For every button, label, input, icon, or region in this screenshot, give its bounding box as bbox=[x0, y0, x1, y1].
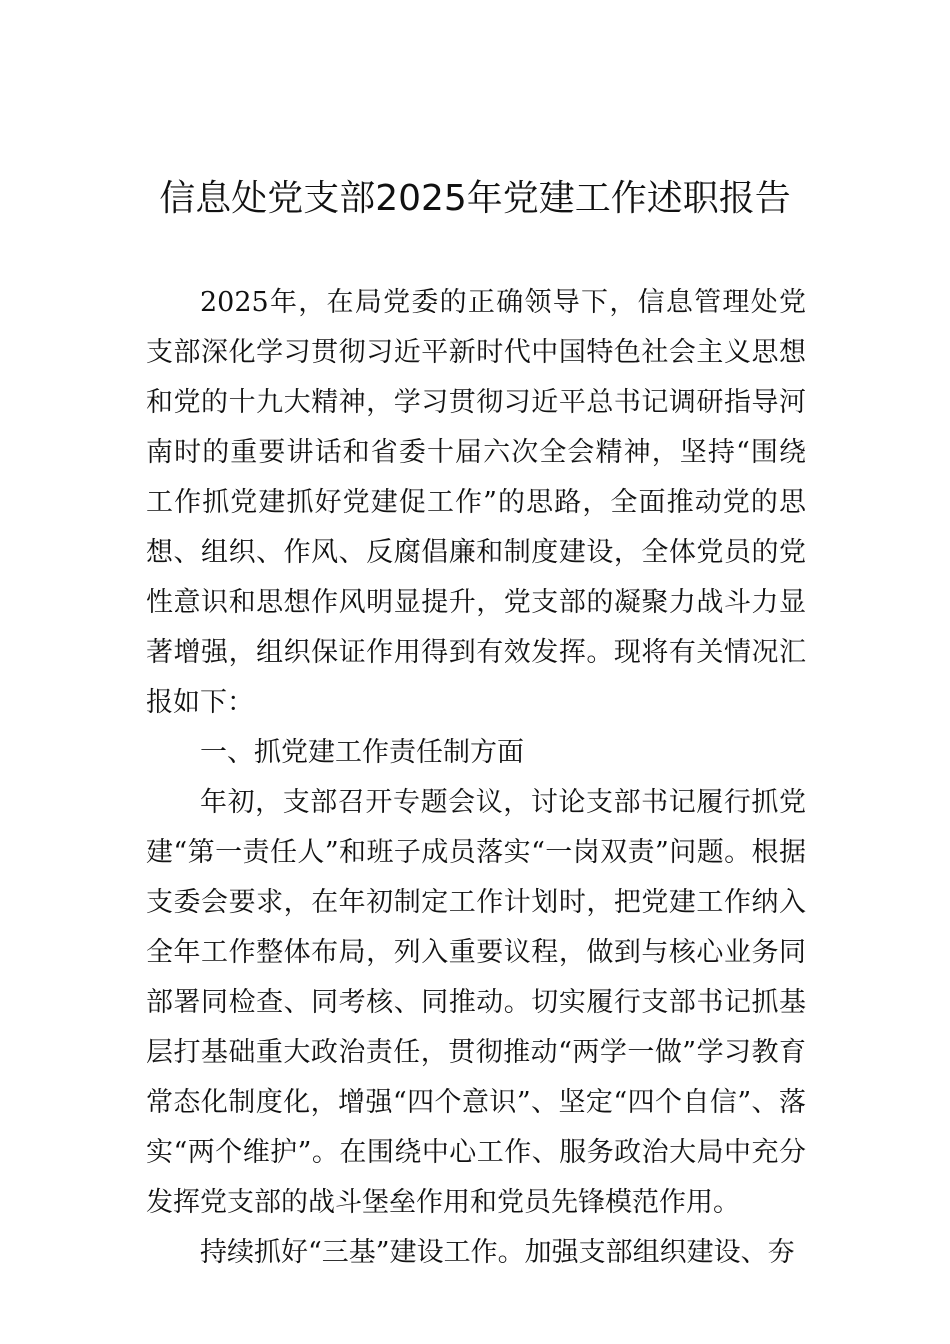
three-basics-paragraph: 持续抓好“三基”建设工作。加强支部组织建设、夯 bbox=[200, 1237, 795, 1268]
document-body bbox=[146, 278, 806, 1278]
intro-paragraph: 2025年，在局党委的正确领导下，信息管理处党支部深化学习贯彻习近平新时代中国特色社会主义思想和党的十九大精神，学习贯彻习近平总书记调研指导河南时的重要讲话和省委十届六次全会精神，坚持“围绕工作抓党建抓好党建促工作”的思路，全面推动党的思想、组织、作风、反腐倡廉和制度建设，全体党员的党性意识和思想作风明显提升，党支部的凝聚力战斗力显著增强，组织保证作用得到有效发挥。现将有关情况汇报如下： bbox=[146, 287, 806, 718]
document-title: 信息处党支部2025年党建工作述职报告 bbox=[159, 178, 791, 219]
responsibility-paragraph: 年初，支部召开专题会议，讨论支部书记履行抓党建“第一责任人”和班子成员落实“一岗双责”问题。根据支委会要求，在年初制定工作计划时，把党建工作纳入全年工作整体布局，列入重要议程，做到与核心业务同部署同检查、同考核、同推动。切实履行支部书记抓基层打基础重大政治责任，贯彻推动“两学一做”学习教育常态化制度化，增强“四个意识”、坚定“四个自信”、落实“两个维护”。在围绕中心工作、服务政治大局中充分发挥党支部的战斗堡垒作用和党员先锋模范作用。 bbox=[146, 787, 806, 1218]
section-heading-1: 一、抓党建工作责任制方面 bbox=[200, 737, 524, 768]
